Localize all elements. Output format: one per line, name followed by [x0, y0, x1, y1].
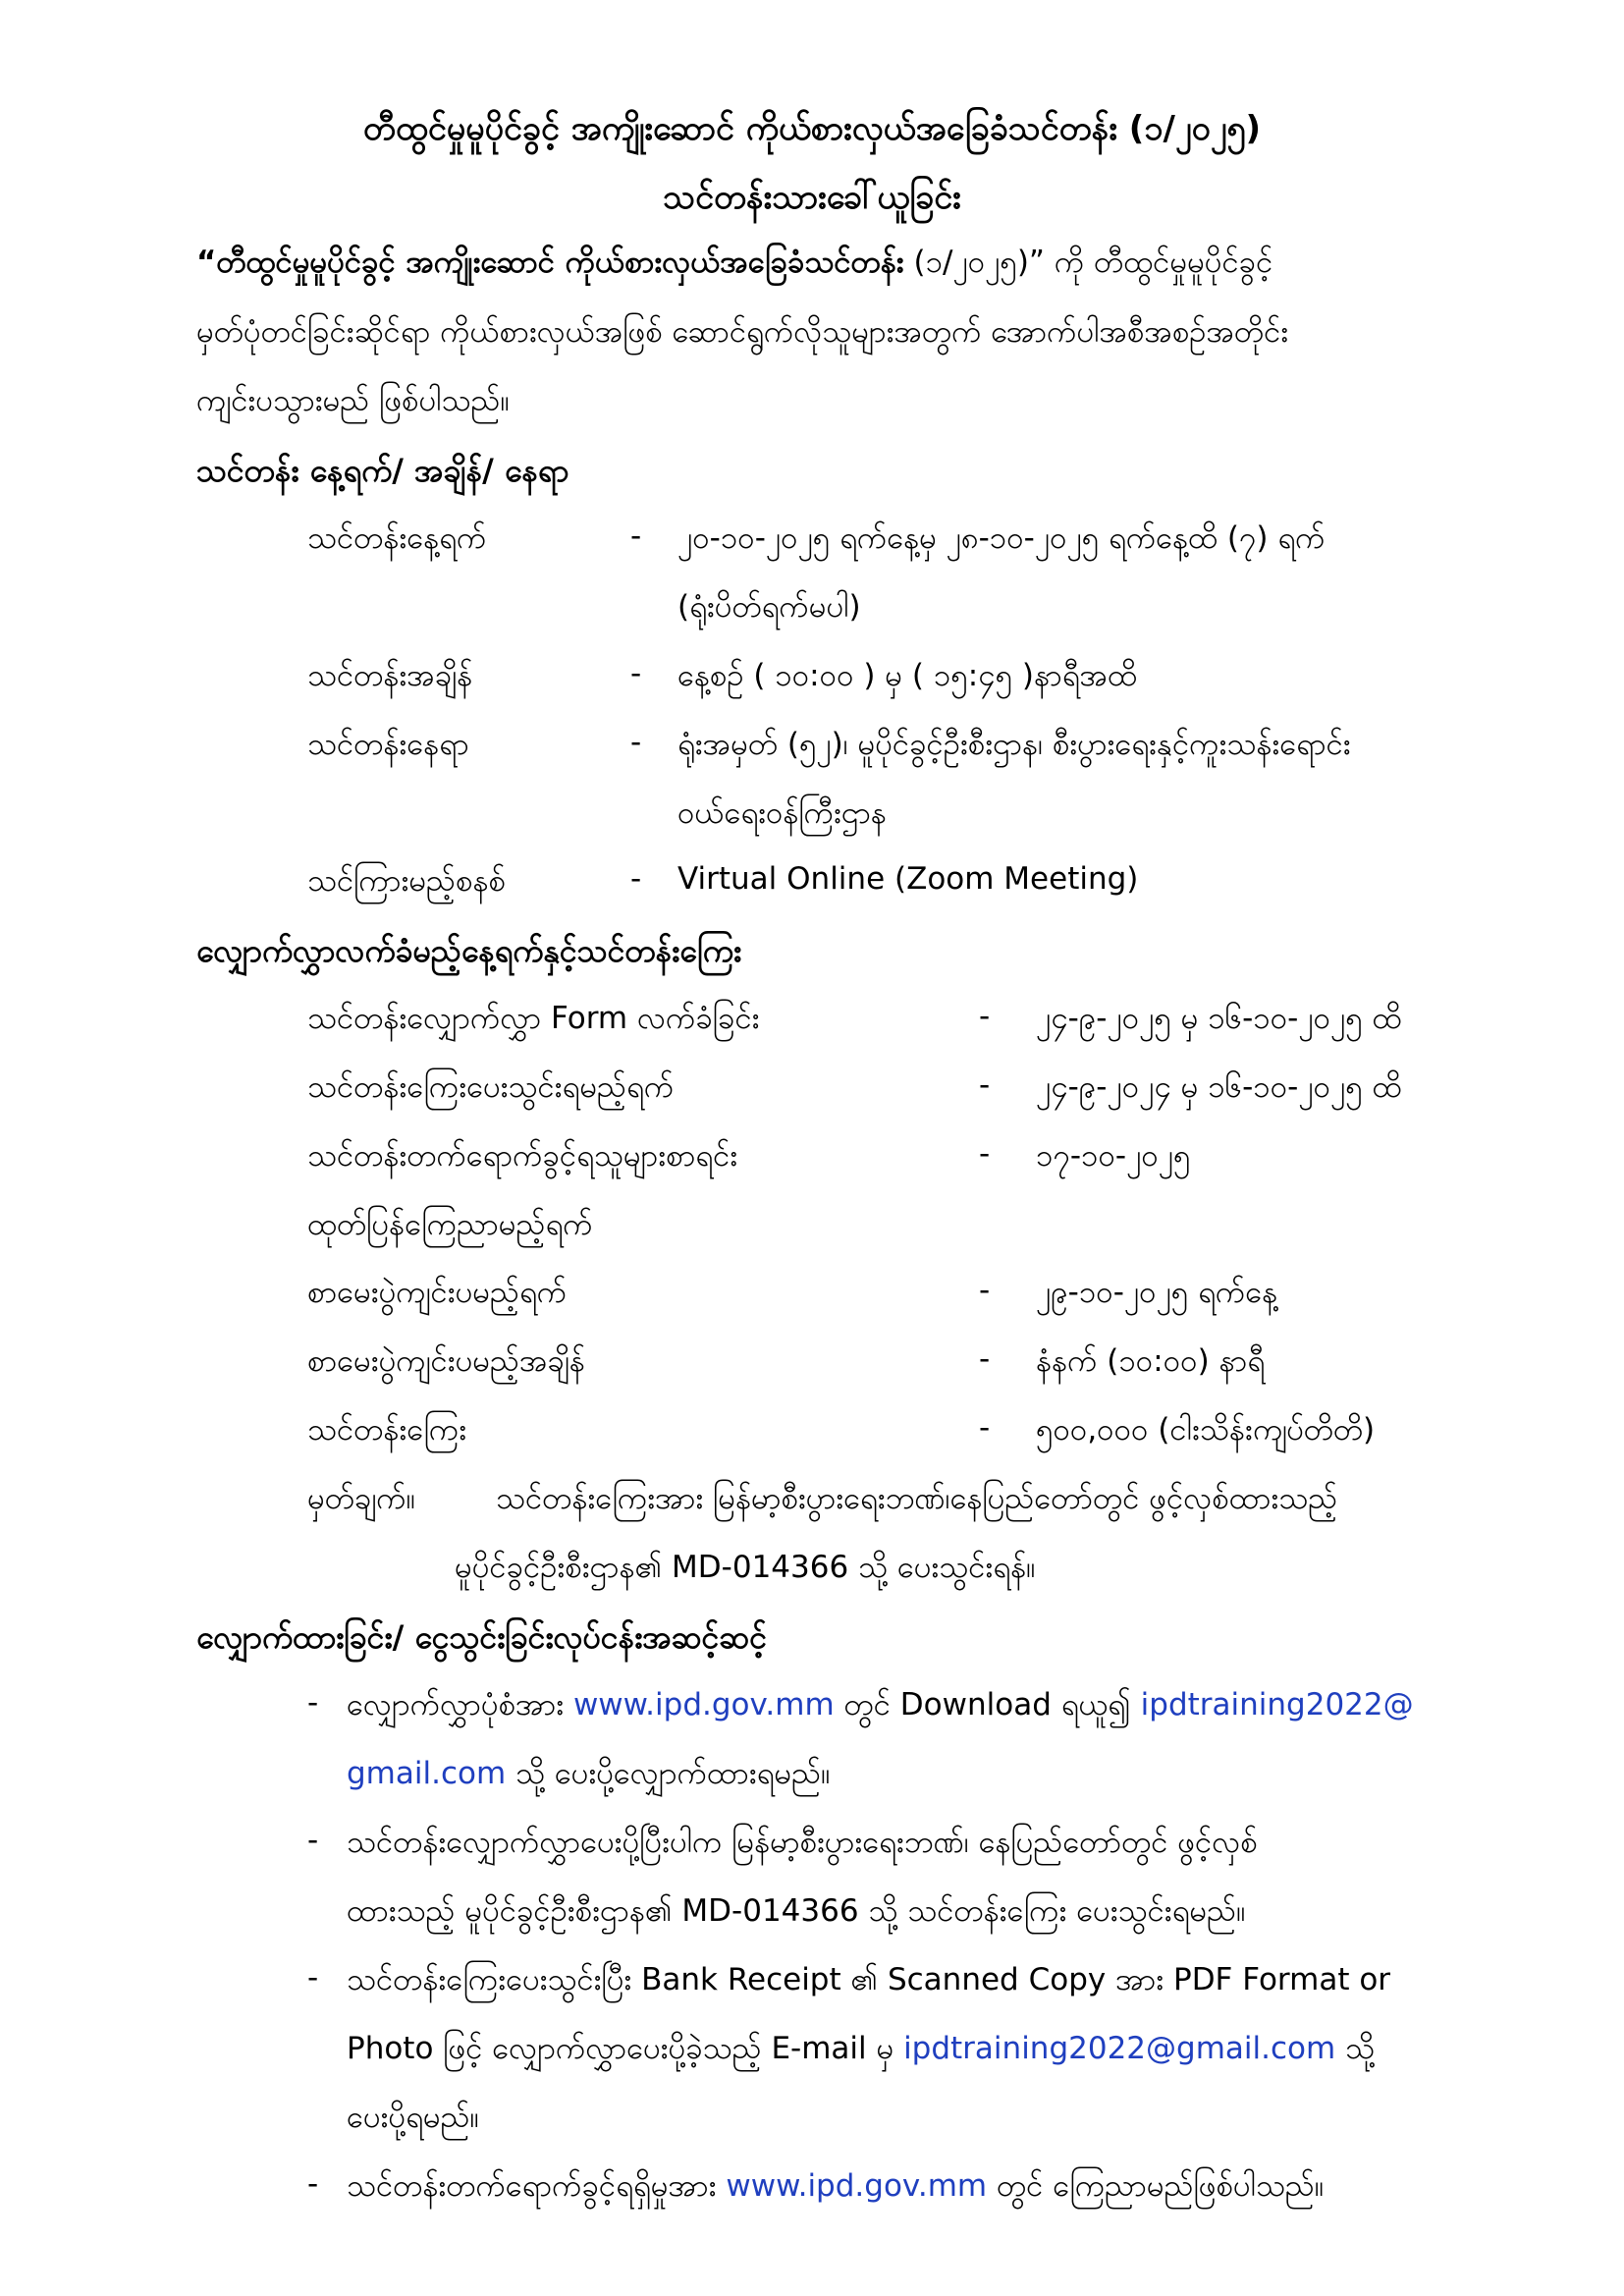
section-heading-procedure: လျှောက်ထားခြင်း/ ငွေသွင်းခြင်းလုပ်ငန်းအဆင့်ဆင့် [196, 1618, 768, 1656]
procedure-step-1-line-2 [347, 1754, 1537, 1799]
procedure-step-1-line-1 [347, 1685, 1537, 1730]
row-value: ၂၄-၉-၂၀၂၅ မှ ၁၆-၁၀-၂၀၂၅ ထိ [1036, 1001, 1402, 1036]
email-link[interactable]: ipdtraining2022@gmail.com [903, 2031, 1336, 2066]
note-line-2: မူပိုင်ခွင့်ဦးစီးဌာန၏ MD-014366 သို့ ပေးသွင်းရန်။ [455, 1550, 1036, 1585]
row-dash: - [979, 999, 991, 1034]
row-dash: - [979, 1410, 991, 1446]
row-label: သင်တန်းနေ့ရက် [307, 520, 487, 556]
row-dash: - [630, 519, 642, 554]
row-label: သင်တန်းကြေး [307, 1412, 467, 1448]
row-label: စာမေးပွဲကျင်းပမည့်အချိန် [307, 1343, 585, 1379]
procedure-step-2-line-2: ထားသည့် မူပိုင်ခွင့်ဦးစီးဌာန၏ MD-014366 သို့ သင်တန်းကြေး ပေးသွင်းရမည်။ [347, 1893, 1246, 1929]
row-label: သင်တန်းတက်ရောက်ခွင့်ရသူများစာရင်း [307, 1138, 738, 1174]
row-label-cont: ထုတ်ပြန်ကြေညာမည့်ရက် [307, 1207, 593, 1242]
email-link[interactable]: ipdtraining2022@ [1140, 1687, 1414, 1722]
step-text: တွင် Download ရယူ၍ [834, 1687, 1141, 1722]
row-label: သင်တန်းအချိန် [307, 658, 473, 693]
row-dash: - [979, 1136, 991, 1172]
bullet-dash: - [307, 1823, 319, 1858]
step-text: သို့ [1335, 2031, 1376, 2066]
procedure-step-3-line-2 [347, 2029, 1537, 2074]
row-value: ရုံးအမှတ် (၅၂)၊ မူပိုင်ခွင့်ဦးစီးဌာန၊ စီးပွားရေးနှင့်ကူးသန်းရောင်း [677, 727, 1351, 762]
document-subtitle: သင်တန်းသားခေါ်ယူခြင်း [663, 178, 961, 217]
step-text: Photo ဖြင့် လျှောက်လွှာပေးပို့ခဲ့သည့် E-mail မှ [347, 2031, 904, 2066]
note-label: မှတ်ချက်။ [307, 1481, 415, 1516]
document-title: တီထွင်မှုမူပိုင်ခွင့် အကျိုးဆောင် ကိုယ်စားလှယ်အခြေခံသင်တန်း (၁/၂၀၂၅) [362, 109, 1262, 148]
step-text: သင်တန်းတက်ရောက်ခွင့်ရရှိမှုအား [347, 2168, 727, 2204]
row-dash: - [979, 1273, 991, 1308]
row-value: ၅၀၀,၀၀၀ (ငါးသိန်းကျပ်တိတိ) [1036, 1412, 1376, 1448]
row-dash: - [979, 1067, 991, 1103]
row-label: သင်ကြားမည့်စနစ် [307, 863, 506, 899]
bullet-dash: - [307, 1685, 319, 1721]
row-value-cont: (ရုံးပိတ်ရက်မပါ) [677, 589, 861, 625]
row-value: ၁၇-၁၀-၂၀၂၅ [1036, 1138, 1191, 1174]
row-label: စာမေးပွဲကျင်းပမည့်ရက် [307, 1275, 568, 1310]
row-value: ၂၉-၁၀-၂၀၂၅ ရက်နေ့ [1036, 1275, 1278, 1310]
intro-course-name: တီထွင်မှုမူပိုင်ခွင့် အကျိုးဆောင် ကိုယ်စားလှယ်အခြေခံသင်တန်း [216, 245, 904, 280]
row-value: ၂၀-၁၀-၂၀၂၅ ရက်နေ့မှ ၂၈-၁၀-၂၀၂၅ ရက်နေ့ထိ (၇) ရက် [677, 520, 1326, 556]
ipd-website-link[interactable]: www.ipd.gov.mm [726, 2168, 988, 2204]
row-dash: - [630, 656, 642, 691]
row-value: နေ့စဉ် ( ၁၀:၀၀ ) မှ ( ၁၅:၄၅ )နာရီအထိ [677, 658, 1137, 693]
section-heading-application-fee: လျှောက်လွှာလက်ခံမည့်နေ့ရက်နှင့်သင်တန်းကြေး [196, 932, 742, 969]
row-dash: - [979, 1341, 991, 1377]
row-label: သင်တန်းနေရာ [307, 727, 469, 762]
bullet-dash: - [307, 1960, 319, 1995]
row-label: သင်တန်းကြေးပေးသွင်းရမည့်ရက် [307, 1069, 675, 1105]
intro-quote-open: “ [196, 245, 217, 280]
row-value: Virtual Online (Zoom Meeting) [677, 861, 1139, 897]
row-label: သင်တန်းလျှောက်လွှာ Form လက်ခံခြင်း [307, 1001, 760, 1036]
step-text: လျှောက်လွှာပုံစံအား [347, 1687, 573, 1722]
step-text: သို့ ပေးပို့လျှောက်ထားရမည်။ [506, 1756, 831, 1791]
row-value: နံနက် (၁၀:၀၀) နာရီ [1036, 1343, 1266, 1379]
bullet-dash: - [307, 2166, 319, 2202]
row-dash: - [630, 725, 642, 760]
intro-line-3: ကျင်းပသွားမည် ဖြစ်ပါသည်။ [196, 383, 510, 418]
note-line-1: သင်တန်းကြေးအား မြန်မာ့စီးပွားရေးဘဏ်၊နေပြည်တော်တွင် ဖွင့်လှစ်ထားသည့် [496, 1481, 1338, 1516]
step-text: တွင် ကြေညာမည်ဖြစ်ပါသည်။ [987, 2168, 1325, 2204]
intro-line-1 [196, 243, 1537, 288]
section-heading-schedule: သင်တန်း နေ့ရက်/ အချိန်/ နေရာ [196, 452, 569, 489]
ipd-website-link[interactable]: www.ipd.gov.mm [572, 1687, 835, 1722]
intro-line-1-rest: (၁/၂၀၂၅)” ကို တီထွင်မှုမူပိုင်ခွင့် [903, 245, 1273, 280]
row-value-cont: ဝယ်ရေးဝန်ကြီးဌာန [677, 795, 887, 831]
row-value: ၂၄-၉-၂၀၂၄ မှ ၁၆-၁၀-၂၀၂၅ ထိ [1036, 1069, 1402, 1105]
procedure-step-2-line-1: သင်တန်းလျှောက်လွှာပေးပို့ပြီးပါက မြန်မာ့စီးပွားရေးဘဏ်၊ နေပြည်တော်တွင် ဖွင့်လှစ် [347, 1825, 1258, 1860]
procedure-step-4 [347, 2166, 1537, 2212]
procedure-step-3-line-3: ပေးပို့ရမည်။ [347, 2100, 479, 2135]
email-link-cont[interactable]: gmail.com [347, 1756, 507, 1791]
row-dash: - [630, 861, 642, 897]
procedure-step-3-line-1: သင်တန်းကြေးပေးသွင်းပြီး Bank Receipt ၏ Scanned Copy အား PDF Format or [347, 1962, 1391, 1997]
intro-line-2: မှတ်ပုံတင်ခြင်းဆိုင်ရာ ကိုယ်စားလှယ်အဖြစ် ဆောင်ရွက်လိုသူများအတွက် အောက်ပါအစီအစဉ်အတိုင်း [196, 314, 1289, 350]
